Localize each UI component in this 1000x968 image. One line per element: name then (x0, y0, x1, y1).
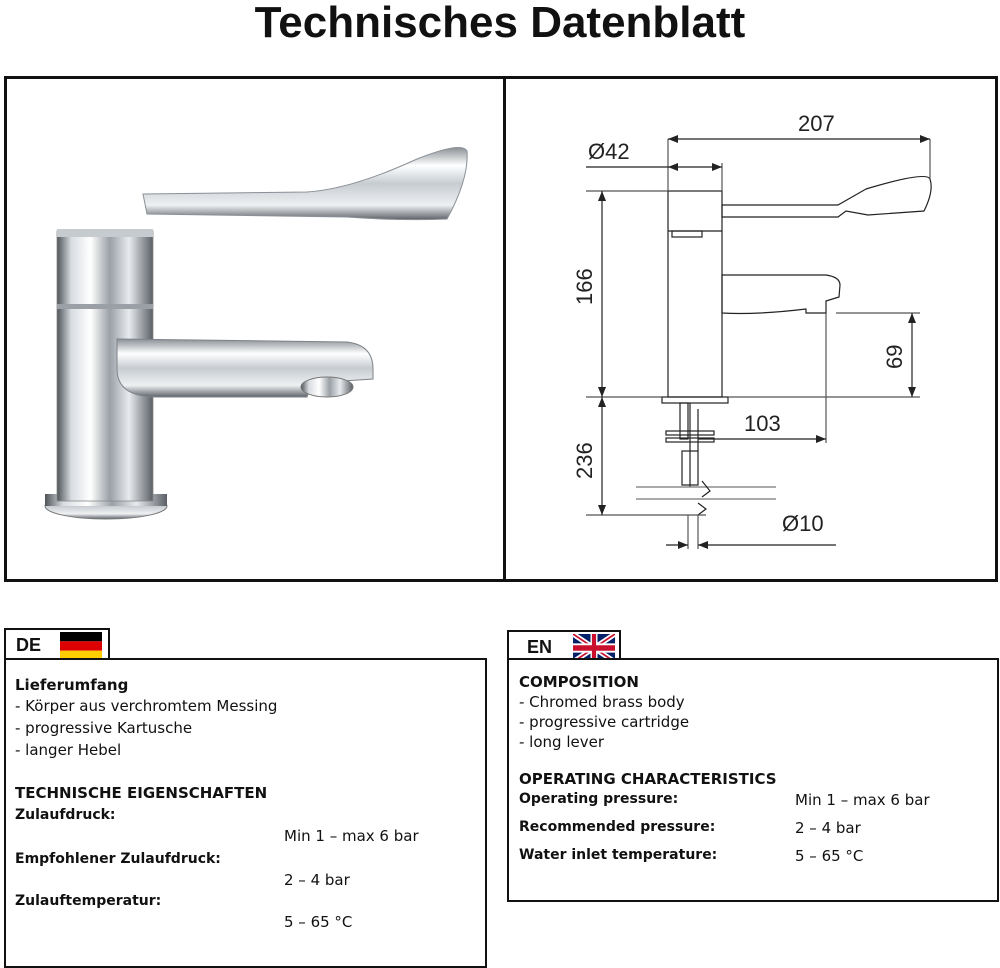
de-spec-label: Empfohlener Zulaufdruck: (15, 851, 221, 867)
de-spec-value: 5 – 65 °C (284, 913, 353, 931)
page-title: Technisches Datenblatt (254, 0, 746, 47)
en-scope-item: - long lever (519, 733, 604, 751)
en-spec-label: Water inlet temperature: (519, 847, 718, 863)
en-spec-value: 2 – 4 bar (795, 819, 861, 837)
en-spec-value: Min 1 – max 6 bar (795, 791, 930, 809)
dim-body-height: 166 (572, 268, 597, 305)
de-scope-item: - Körper aus verchromtem Messing (15, 697, 278, 715)
de-scope-item: - langer Hebel (15, 741, 122, 759)
en-spec-panel (507, 658, 999, 902)
de-spec-value: 2 – 4 bar (284, 871, 350, 889)
de-language-code: DE (16, 635, 42, 655)
germany-flag-icon (60, 632, 102, 660)
de-scope-heading: Lieferumfang (15, 676, 129, 694)
en-language-code: EN (527, 637, 553, 657)
dim-hose-diameter: Ø10 (782, 511, 824, 536)
dim-body-diameter: Ø42 (588, 139, 630, 164)
en-spec-label: Operating pressure: (519, 791, 679, 807)
de-spec-panel (4, 658, 487, 968)
dim-tail-length: 236 (572, 442, 597, 479)
en-scope-item: - progressive cartridge (519, 713, 690, 731)
de-spec-label: Zulauftemperatur: (15, 893, 162, 909)
de-tech-heading: TECHNISCHE EIGENSCHAFTEN (15, 784, 268, 802)
de-scope-item: - progressive Kartusche (15, 719, 193, 737)
product-overview-frame (4, 76, 998, 582)
dim-spout-reach: 103 (744, 411, 781, 436)
product-photo (7, 79, 503, 579)
en-spec-label: Recommended pressure: (519, 819, 716, 835)
dim-total-width: 207 (798, 111, 835, 136)
de-spec-value: Min 1 – max 6 bar (284, 827, 419, 845)
en-tech-heading: OPERATING CHARACTERISTICS (519, 770, 777, 788)
en-scope-heading: COMPOSITION (519, 673, 639, 691)
en-spec-value: 5 – 65 °C (795, 847, 864, 865)
en-scope-item: - Chromed brass body (519, 693, 685, 711)
dim-spout-height: 69 (882, 344, 907, 369)
technical-drawing (506, 79, 995, 579)
de-language-tab (4, 628, 110, 660)
de-spec-label: Zulaufdruck: (15, 807, 116, 823)
